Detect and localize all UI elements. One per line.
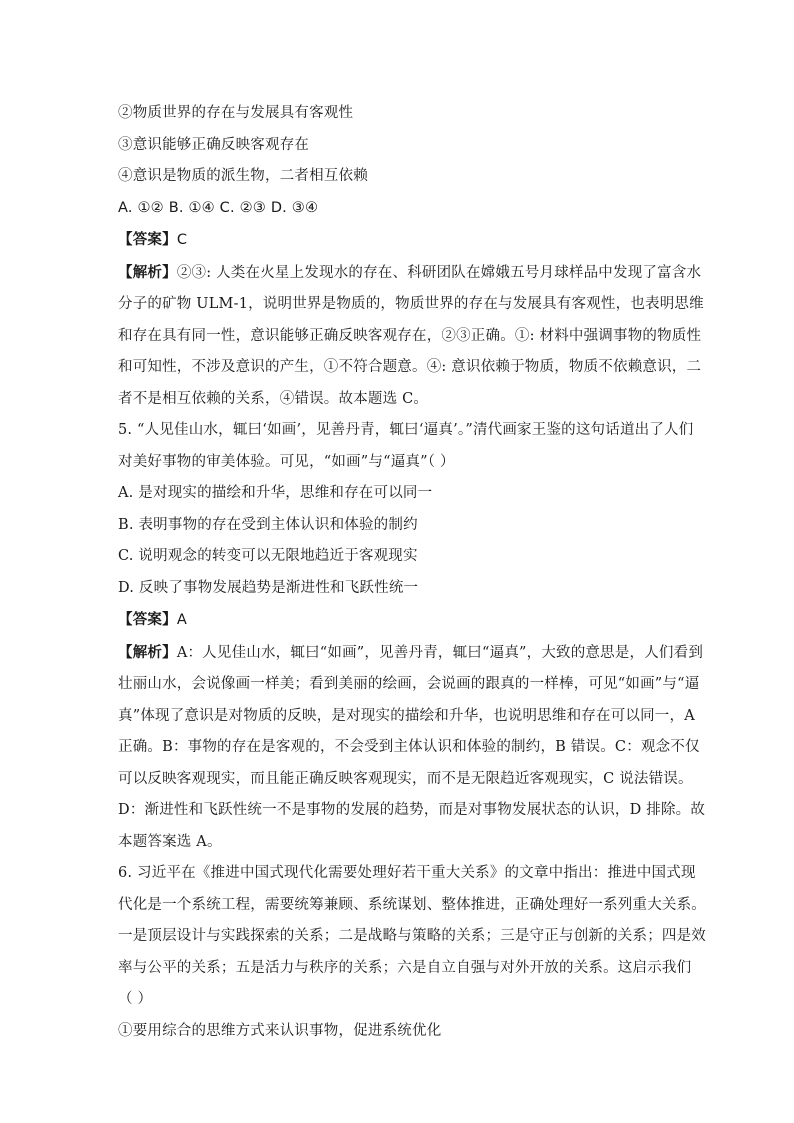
document-page [118,98,706,1047]
analysis-label: 【解析】 [118,643,177,661]
analysis-line: 分子的矿物 ULM-1，说明世界是物质的，物质世界的存在与发展具有客观性，也表明思维 [118,296,704,312]
answer-value: A [176,612,187,628]
q5-analysis [118,637,706,859]
stem-line: 率与公平的关系；五是活力与秩序的关系；六是自立自强与对外开放的关系。这启示我们 [118,959,692,976]
analysis-label: 【解析】 [118,263,177,281]
q6-option-1: ①要用综合的思维方式来认识事物，促进系统优化 [118,1022,442,1039]
answer-label: 【答案】 [118,231,177,248]
stem-line: 6. 习近平在《推进中国式现代化需要处理好若干重大关系》的文章中指出：推进中国式现 [118,865,696,881]
answer-value: C [176,232,188,248]
q4-option-4: ④意识是物质的派生物，二者相互依赖 [118,168,368,184]
q4-answer [118,224,698,257]
analysis-line: 本题答案选 A。 [118,833,222,850]
analysis-text: ②③: 人类在火星上发现水的存在、科研团队在嫦娥五号月球样品中发现了富含水 [176,264,702,281]
q4-analysis [118,257,704,416]
analysis-line [118,637,704,670]
q4-choices: A. ①② B. ①④ C. ②③ D. ③④ [118,199,319,216]
analysis-line: 和可知性，不涉及意识的产生，①不符合题意。④: 意识依赖于物质，物质不依赖意识，二 [118,359,702,375]
analysis-line [118,257,702,290]
stem-line: 一是顶层设计与实践探索的关系；二是战略与策略的关系；三是守正与创新的关系；四是效 [118,928,706,944]
q5-stem [118,415,698,478]
q5-option-d: D. 反映了事物发展趋势是渐进性和飞跃性统一 [118,579,419,596]
analysis-line: 和存在具有同一性，意识能够正确反映客观存在，②③正确。①: 材料中强调事物的物质性 [118,327,702,344]
stem-line: 对美好事物的审美体验。可见，“如画”与“逼真”（ ） [118,453,455,470]
q5-option-a: A. 是对现实的描绘和升华，思维和存在可以同一 [118,485,433,501]
analysis-line: 真”体现了意识是对物质的反映，是对现实的描绘和升华，也说明思维和存在可以同一，A [118,707,695,724]
q5-answer [118,604,698,637]
analysis-line: 者不是相互依赖的关系，④错误。故本题选 C。 [118,390,429,407]
q5-option-b: B. 表明事物的存在受到主体认识和体验的制约 [118,516,418,533]
stem-line: 5. “人见佳山水，辄曰‘如画’，见善丹青，辄曰‘逼真’。”清代画家王鉴的这句话道出了人们 [118,422,694,438]
q6-stem [118,858,706,1016]
analysis-text: A：人见佳山水，辄曰“如画”，见善丹青，辄曰“逼真”，大致的意思是，人们看到 [176,644,704,661]
stem-line: 代化是一个系统工程，需要统筹兼顾、系统谋划、整体推进，正确处理好一系列重大关系。 [118,896,706,913]
q4-option-3: ③意识能够正确反映客观存在 [118,136,310,153]
analysis-line: 可以反映客观现实，而且能正确反映客观现实，而不是无限趋近客观现实，C 说法错误。 [118,770,693,787]
answer-label: 【答案】 [118,611,177,628]
q4-option-2: ②物质世界的存在与发展具有客观性 [118,105,354,121]
analysis-line: D：渐进性和飞跃性统一不是事物的发展的趋势，而是对事物发展状态的认识，D 排除。故 [118,802,706,818]
q5-option-c: C. 说明观念的转变可以无限地趋近于客观现实 [118,548,418,564]
analysis-line: 正确。B：事物的存在是客观的，不会受到主体认识和体验的制约，B 错误。C：观念不仅 [118,739,700,755]
stem-line: （ ） [118,991,153,1007]
analysis-line: 壮丽山水，会说像画一样美；看到美丽的绘画，会说画的跟真的一样棒，可见“如画”与“逼 [118,676,700,692]
